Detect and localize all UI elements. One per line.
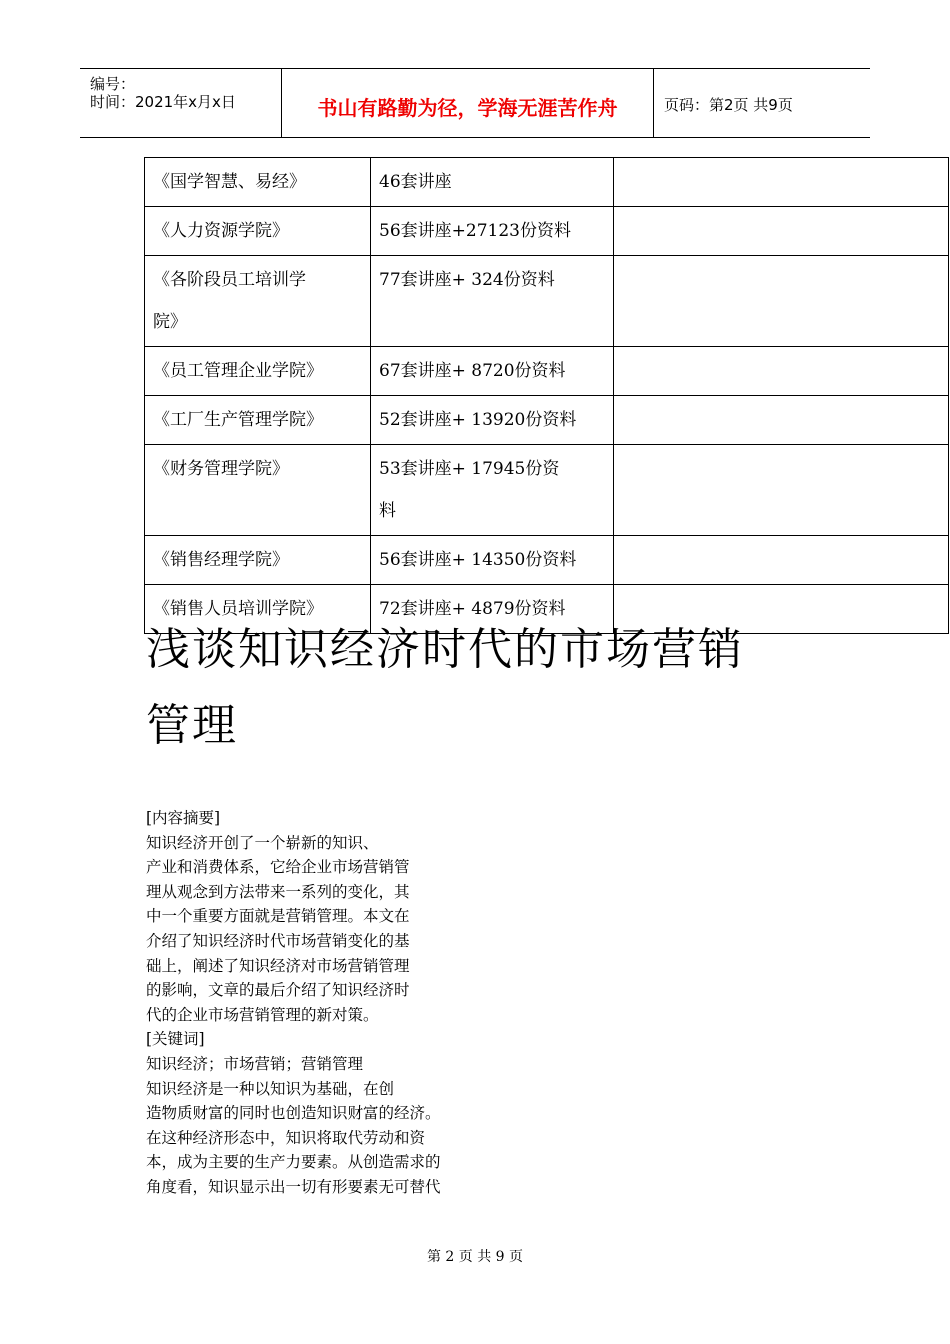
title-line: 管理 <box>146 700 238 751</box>
course-detail: 67套讲座+ 8720份资料 <box>379 361 566 381</box>
body-line: 知识经济开创了一个崭新的知识、 <box>146 833 379 852</box>
empty-cell <box>614 445 949 536</box>
table-row <box>145 256 949 347</box>
time-label: 时间：2021年x月x日 <box>90 93 236 111</box>
empty-cell <box>614 256 949 347</box>
course-detail-cell <box>371 158 614 207</box>
course-detail-cell <box>371 207 614 256</box>
course-detail: 46套讲座 <box>379 172 452 192</box>
body-line: 本，成为主要的生产力要素。从创造需求的 <box>146 1153 441 1172</box>
course-detail: 料 <box>379 501 396 521</box>
course-name-cell <box>145 347 371 396</box>
course-name-cell <box>145 396 371 445</box>
course-name-cell <box>145 158 371 207</box>
course-name: 《财务管理学院》 <box>153 459 289 479</box>
course-name: 《销售经理学院》 <box>153 550 289 570</box>
empty-cell <box>614 158 949 207</box>
body-line: 产业和消费体系，它给企业市场营销管 <box>146 858 410 877</box>
course-detail-cell <box>371 347 614 396</box>
motto: 书山有路勤为径，学海无涯苦作舟 <box>317 96 618 120</box>
empty-cell <box>614 347 949 396</box>
table-row <box>145 347 949 396</box>
empty-cell <box>614 207 949 256</box>
body-line: 知识经济；市场营销；营销管理 <box>146 1054 364 1073</box>
body-line: 理从观念到方法带来一系列的变化，其 <box>146 882 410 901</box>
course-name: 《各阶段员工培训学 <box>153 270 306 290</box>
number-label: 编号： <box>90 75 136 93</box>
empty-cell <box>614 536 949 585</box>
course-table <box>144 157 949 634</box>
course-name-cell <box>145 256 371 347</box>
course-detail: 72套讲座+ 4879份资料 <box>379 599 566 619</box>
course-detail-cell <box>371 396 614 445</box>
body-line: 代的企业市场营销管理的新对策。 <box>146 1005 379 1024</box>
course-detail-cell <box>371 445 614 536</box>
body-line: [内容摘要] <box>146 809 221 827</box>
course-detail: 56套讲座+27123份资料 <box>379 221 571 241</box>
course-detail: 56套讲座+ 14350份资料 <box>379 550 577 570</box>
course-name-cell <box>145 536 371 585</box>
table-row <box>145 536 949 585</box>
body-line: 在这种经济形态中，知识将取代劳动和资 <box>146 1128 426 1147</box>
course-detail: 77套讲座+ 324份资料 <box>379 270 555 290</box>
course-name-cell <box>145 445 371 536</box>
page-footer: 第 2 页 共 9 页 <box>426 1249 524 1265</box>
header-motto-cell <box>282 69 654 137</box>
body-line: 知识经济是一种以知识为基础，在创 <box>146 1079 395 1098</box>
body-line: 的影响，文章的最后介绍了知识经济时 <box>146 981 410 1000</box>
page-header <box>80 68 870 138</box>
course-name: 《人力资源学院》 <box>153 221 289 241</box>
article-body <box>146 806 476 1200</box>
course-name: 《员工管理企业学院》 <box>153 361 323 381</box>
course-name: 《销售人员培训学院》 <box>153 599 323 619</box>
course-name: 院》 <box>153 312 187 332</box>
body-line: 造物质财富的同时也创造知识财富的经济。 <box>146 1104 441 1123</box>
course-detail: 53套讲座+ 17945份资 <box>379 459 560 479</box>
table-row <box>145 396 949 445</box>
page-label: 页码：第2页 共9页 <box>664 96 793 114</box>
title-line: 浅谈知识经济时代的市场营销 <box>146 624 744 675</box>
course-name: 《工厂生产管理学院》 <box>153 410 323 430</box>
body-line: 介绍了知识经济时代市场营销变化的基 <box>146 931 410 950</box>
course-detail: 52套讲座+ 13920份资料 <box>379 410 577 430</box>
course-name-cell <box>145 207 371 256</box>
course-detail-cell <box>371 536 614 585</box>
table-row <box>145 207 949 256</box>
body-line: 中一个重要方面就是营销管理。本文在 <box>146 907 410 926</box>
course-name: 《国学智慧、易经》 <box>153 172 306 192</box>
body-line: [关键词] <box>146 1030 205 1049</box>
body-line: 角度看，知识显示出一切有形要素无可替代 <box>146 1177 441 1196</box>
body-line: 础上，阐述了知识经济对市场营销管理 <box>146 956 410 975</box>
empty-cell <box>614 396 949 445</box>
table-row <box>145 158 949 207</box>
article-title <box>146 612 836 764</box>
table-row <box>145 445 949 536</box>
header-page-cell <box>654 69 870 137</box>
course-detail-cell <box>371 256 614 347</box>
header-meta <box>80 69 282 137</box>
